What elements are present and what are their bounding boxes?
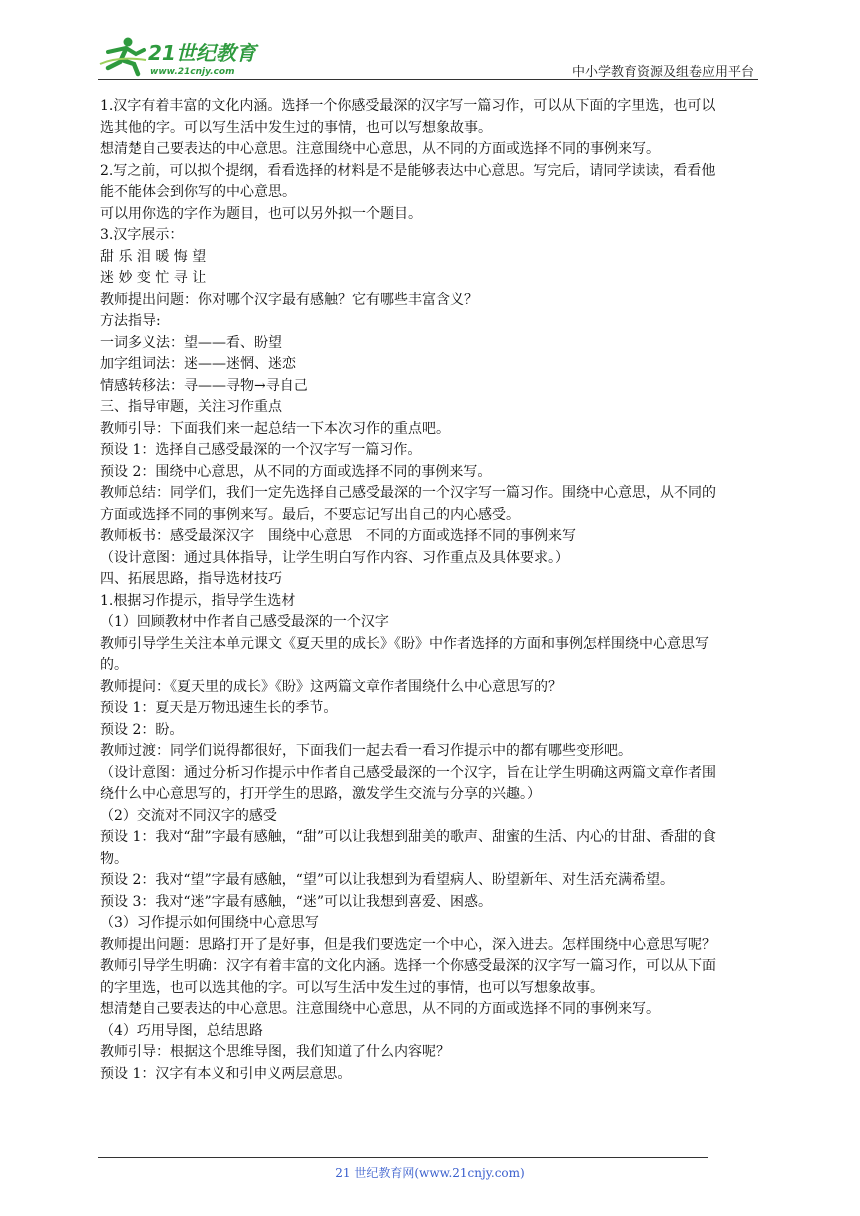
text-line: 选其他的字。可以写生活中发生过的事情，也可以写想象故事。: [100, 119, 492, 136]
text-line: 加字组词法：迷——迷惘、迷恋: [100, 356, 296, 372]
text-line: 1.汉字有着丰富的文化内涵。选择一个你感受最深的汉字写一篇习作，可以从下面的字里选，也可以: [100, 98, 716, 114]
text-line: 1.根据习作提示，指导学生选材: [100, 592, 296, 609]
text-line: 教师引导：下面我们来一起总结一下本次习作的重点吧。: [100, 420, 450, 437]
text-line: （设计意图：通过具体指导，让学生明白写作内容、习作重点及具体要求。）: [100, 549, 569, 566]
footer-divider: [98, 1157, 708, 1158]
logo: [98, 34, 268, 78]
footer-text: 21 世纪教育网(www.21cnjy.com): [335, 1166, 525, 1180]
text-line: （4）巧用导图，总结思路: [100, 1022, 263, 1039]
text-line: 教师引导学生明确：汉字有着丰富的文化内涵。选择一个你感受最深的汉字写一篇习作，可以从下面: [100, 958, 716, 974]
text-line: 预设 1：夏天是万物迅速生长的季节。: [100, 700, 338, 716]
text-line: （设计意图：通过分析习作提示中作者自己感受最深的一个汉字，旨在让学生明确这两篇文章作者围: [100, 764, 716, 781]
text-line: 的字里选，也可以选其他的字。可以写生活中发生过的事情，也可以写想象故事。: [100, 979, 604, 996]
text-line: 可以用你选的字作为题目，也可以另外拟一个题目。: [100, 205, 422, 222]
text-line: 2.写之前，可以拟个提纲，看看选择的材料是不是能够表达中心意思。写完后，请同学读读，看看他: [100, 162, 716, 179]
text-line: 想清楚自己要表达的中心意思。注意围绕中心意思，从不同的方面或选择不同的事例来写。: [100, 141, 660, 157]
text-line: 迷 妙 变 忙 寻 让: [100, 270, 207, 286]
text-line: （2）交流对不同汉字的感受: [100, 807, 277, 824]
text-line: 甜 乐 泪 暖 悔 望: [100, 248, 207, 265]
text-line: 3.汉字展示：: [100, 227, 184, 243]
page-header: [98, 34, 758, 80]
text-line: 预设 2：盼。: [100, 721, 184, 738]
text-line: 预设 1：汉字有本义和引申义两层意思。: [100, 1065, 352, 1082]
text-line: 预设 2：围绕中心意思，从不同的方面或选择不同的事例来写。: [100, 463, 492, 480]
text-line: 教师引导：根据这个思维导图，我们知道了什么内容呢？: [100, 1044, 450, 1060]
text-line: 教师过渡：同学们说得都很好，下面我们一起去看一看习作提示中的都有哪些变形吧。: [100, 743, 632, 759]
text-line: 想清楚自己要表达的中心意思。注意围绕中心意思，从不同的方面或选择不同的事例来写。: [100, 1001, 660, 1017]
text-line: 情感转移法：寻——寻物→寻自己: [100, 377, 308, 394]
text-line: 方面或选择不同的事例来写。最后，不要忘记写出自己的内心感受。: [100, 506, 520, 523]
text-line: 预设 1：我对“甜”字最有感触，“甜”可以让我想到甜美的歌声、甜蜜的生活、内心的甘甜、香甜的食: [100, 829, 716, 845]
text-line: 绕什么中心意思写的，打开学生的思路，激发学生交流与分享的兴趣。）: [100, 786, 541, 802]
text-line: （1）回顾教材中作者自己感受最深的一个汉字: [100, 614, 389, 630]
text-line: 教师引导学生关注本单元课文《夏天里的成长》《盼》中作者选择的方面和事例怎样围绕中心意思写: [100, 635, 709, 652]
text-line: 三、指导审题，关注习作重点: [100, 399, 282, 415]
text-line: 教师提问：《夏天里的成长》《盼》这两篇文章作者围绕什么中心意思写的？: [100, 678, 562, 695]
text-line: 四、拓展思路，指导选材技巧: [100, 571, 282, 587]
text-line: 教师总结：同学们，我们一定先选择自己感受最深的一个汉字写一篇习作。围绕中心意思，从不同的: [100, 485, 716, 501]
text-line: 预设 1：选择自己感受最深的一个汉字写一篇习作。: [100, 442, 422, 458]
text-line: 物。: [100, 850, 128, 867]
document-body: [100, 96, 764, 1085]
text-line: 的。: [100, 657, 128, 673]
text-line: 教师板书：感受最深汉字 围绕中心意思 不同的方面或选择不同的事例来写: [100, 528, 576, 544]
text-line: （3）习作提示如何围绕中心意思写: [100, 915, 319, 931]
svg-text:www.21cnjy.com: www.21cnjy.com: [150, 67, 235, 77]
text-line: 能不能体会到你写的中心意思。: [100, 184, 296, 200]
text-line: 一词多义法：望——看、盼望: [100, 334, 282, 351]
text-line: 预设 2：我对“望”字最有感触，“望”可以让我想到为看望病人、盼望新年、对生活充满希望。: [100, 872, 674, 888]
text-line: 方法指导:: [100, 313, 161, 329]
header-divider: [98, 79, 758, 80]
svg-text:21世纪教育: 21世纪教育: [148, 41, 256, 65]
runner-logo-icon: [98, 34, 268, 78]
platform-name: 中小学教育资源及组卷应用平台: [571, 65, 754, 80]
text-line: 教师提出问题：你对哪个汉字最有感触？它有哪些丰富含义？: [100, 291, 478, 308]
text-line: 预设 3：我对“迷”字最有感触，“迷”可以让我想到喜爱、困惑。: [100, 893, 492, 910]
text-line: 教师提出问题：思路打开了是好事，但是我们要选定一个中心，深入进去。怎样围绕中心意思写呢？: [100, 936, 716, 953]
